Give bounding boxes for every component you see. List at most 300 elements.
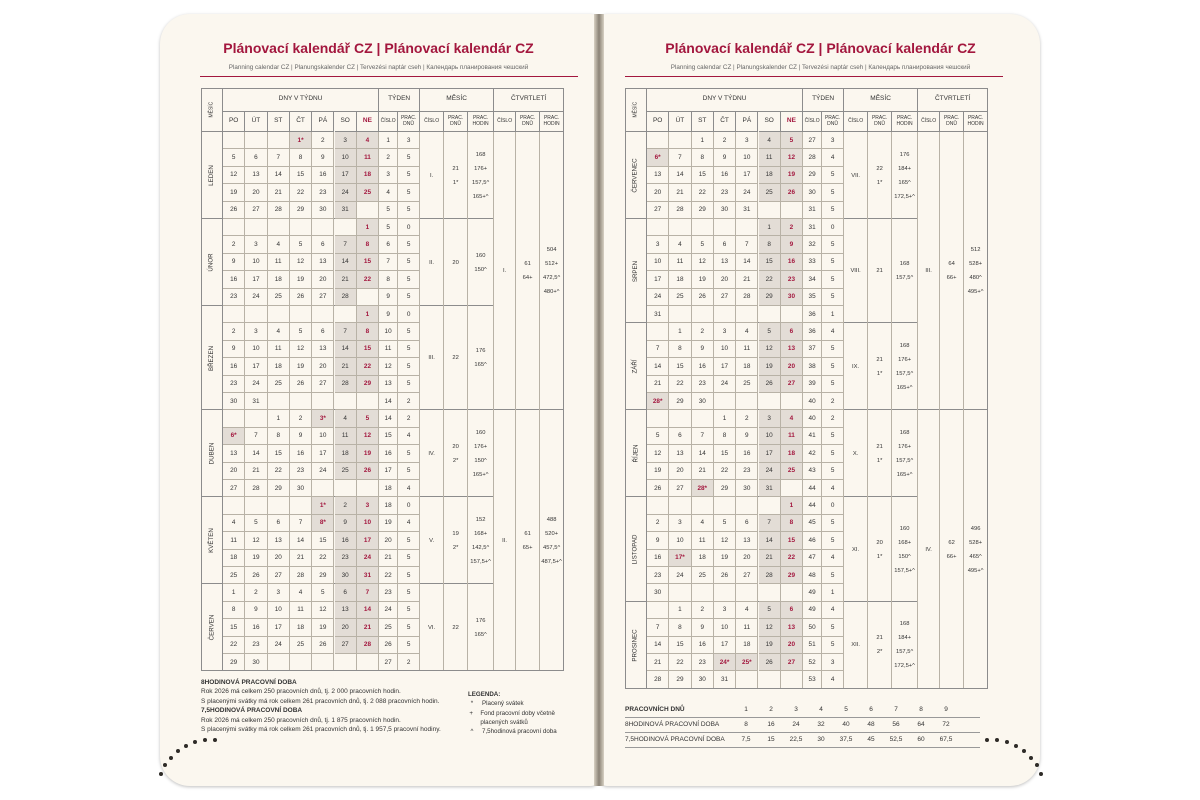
day-cell: 16	[647, 550, 669, 567]
day-cell: 8	[357, 236, 379, 253]
day-cell	[736, 219, 758, 236]
week-workdays: 3	[398, 132, 420, 149]
day-cell: 10	[714, 341, 736, 358]
month-workdays: 21 2*	[868, 602, 892, 689]
day-cell: 20	[268, 550, 290, 567]
day-cell: 9	[223, 254, 245, 271]
note-8h-line: Rok 2026 má celkem 250 pracovních dnů, tj. 2 000 pracovních hodin.	[201, 688, 401, 696]
day-cell: 8	[759, 236, 781, 253]
day-cell: 22	[268, 463, 290, 480]
day-cell: 11	[692, 532, 714, 549]
week-number: 44	[803, 497, 822, 514]
day-cell	[714, 219, 736, 236]
week-number: 40	[803, 393, 822, 410]
week-number: 53	[803, 671, 822, 688]
day-cell	[692, 497, 714, 514]
day-cell: 5	[759, 602, 781, 619]
month-workdays-header: PRAC. DNŮ	[868, 112, 892, 132]
week-number: 7	[379, 254, 398, 271]
day-cell: 11	[669, 254, 691, 271]
day-cell	[669, 132, 691, 149]
quarter-roman: I.	[494, 132, 516, 410]
day-cell: 22	[223, 637, 245, 654]
row-label: 8HODINOVÁ PRACOVNÍ DOBA	[625, 721, 720, 728]
day-cell: 29	[312, 567, 334, 584]
day-cell: 22	[312, 550, 334, 567]
day-cell: 16	[335, 532, 357, 549]
week-workdays: 5	[398, 323, 420, 340]
row-value: 52,5	[889, 736, 903, 743]
day-cell	[781, 480, 803, 497]
day-cell: 3	[714, 602, 736, 619]
month-name: LISTOPAD	[625, 497, 647, 601]
day-cell: 10	[357, 515, 379, 532]
week-number: 2	[379, 149, 398, 166]
day-cell: 29	[223, 654, 245, 671]
day-cell	[245, 132, 267, 149]
day-cell: 26	[759, 376, 781, 393]
day-cell: 20	[223, 463, 245, 480]
day-cell: 18	[669, 271, 691, 288]
day-cell: 12	[290, 341, 312, 358]
day-cell: 30	[335, 567, 357, 584]
month-hours: 168 184+ 157,5^ 172,5+^	[892, 602, 918, 689]
weekday-SO: SO	[335, 112, 357, 132]
planner-spread	[160, 14, 1040, 786]
day-cell: 3	[759, 410, 781, 427]
month-workdays: 20	[444, 219, 468, 306]
day-cell: 12	[245, 532, 267, 549]
legend-title: LEGENDA:	[468, 691, 501, 698]
week-workdays: 5	[822, 463, 844, 480]
week-workdays: 2	[398, 654, 420, 671]
day-cell: 27	[647, 202, 669, 219]
month-column-header: MĚSÍC	[625, 88, 647, 132]
month-hours-header: PRAC. HODIN	[892, 112, 918, 132]
page-title: Plánovací kalendář CZ | Plánovací kalendár CZ	[665, 40, 976, 56]
day-cell: 20	[312, 271, 334, 288]
month-name: ČERVEN	[201, 584, 223, 671]
day-cell: 22	[714, 463, 736, 480]
day-cell: 14	[647, 358, 669, 375]
weekday-ÚT: ÚT	[669, 112, 691, 132]
day-cell	[736, 497, 758, 514]
day-cell: 15	[781, 532, 803, 549]
day-cell	[335, 393, 357, 410]
day-cell	[647, 219, 669, 236]
week-workdays: 5	[822, 202, 844, 219]
day-cell	[335, 219, 357, 236]
day-cell: 19	[245, 550, 267, 567]
week-number: 36	[803, 323, 822, 340]
day-cell: 31	[736, 202, 758, 219]
week-workdays: 5	[822, 289, 844, 306]
week-number: 45	[803, 515, 822, 532]
week-number: 48	[803, 567, 822, 584]
day-cell: 21	[335, 358, 357, 375]
day-cell: 1	[268, 410, 290, 427]
day-cell: 17	[312, 445, 334, 462]
day-cell: 2	[312, 132, 334, 149]
day-cell: 18	[223, 550, 245, 567]
day-cell: 10	[268, 602, 290, 619]
day-cell: 10	[335, 149, 357, 166]
quarter-workdays-header: PRAC. DNŮ	[516, 112, 540, 132]
weekday-NE: NE	[781, 112, 803, 132]
week-workdays: 5	[398, 445, 420, 462]
week-number: 44	[803, 480, 822, 497]
day-cell: 20	[714, 271, 736, 288]
day-cell: 20	[335, 619, 357, 636]
week-workdays: 5	[398, 167, 420, 184]
day-cell: 28	[357, 637, 379, 654]
day-cell: 21	[357, 619, 379, 636]
day-cell: 1	[669, 323, 691, 340]
week-workdays: 1	[822, 584, 844, 601]
day-cell: 11	[223, 532, 245, 549]
week-number: 40	[803, 410, 822, 427]
month-roman: VIII.	[844, 219, 868, 323]
day-cell: 15	[312, 532, 334, 549]
day-cell: 18	[759, 167, 781, 184]
month-roman: XI.	[844, 497, 868, 601]
day-cell: 24	[647, 289, 669, 306]
week-workdays: 4	[822, 550, 844, 567]
day-cell: 4	[268, 236, 290, 253]
day-cell: 4	[335, 410, 357, 427]
day-cell: 25	[290, 637, 312, 654]
day-cell: 13	[223, 445, 245, 462]
day-cell	[357, 202, 379, 219]
week-workdays: 4	[398, 515, 420, 532]
day-cell: 28	[669, 202, 691, 219]
quarter-hours-header: PRAC. HODIN	[964, 112, 988, 132]
day-cell: 1	[781, 497, 803, 514]
day-cell: 18	[357, 167, 379, 184]
day-cell: 14	[759, 532, 781, 549]
day-cell: 4	[781, 410, 803, 427]
legend-item: + Fond pracovní doby včetně placených svátků	[469, 709, 555, 726]
day-cell: 7	[335, 323, 357, 340]
day-cell	[692, 410, 714, 427]
day-cell: 30	[312, 202, 334, 219]
week-workdays: 5	[398, 532, 420, 549]
day-cell: 16	[290, 445, 312, 462]
day-cell: 10	[647, 254, 669, 271]
day-cell: 26	[357, 463, 379, 480]
week-number: 4	[379, 184, 398, 201]
week-workdays: 0	[398, 497, 420, 514]
day-cell: 6	[781, 323, 803, 340]
ring-hole	[184, 744, 188, 748]
day-cell: 23	[290, 463, 312, 480]
day-cell: 23	[245, 637, 267, 654]
day-cell: 10	[312, 428, 334, 445]
day-cell: 17	[714, 358, 736, 375]
day-cell: 9	[223, 341, 245, 358]
week-number: 25	[379, 619, 398, 636]
quarter-hours: 512 528+ 480^ 495+^	[964, 132, 988, 410]
day-cell	[736, 671, 758, 688]
day-cell: 21	[335, 271, 357, 288]
month-hours: 168 176+ 157,5^ 165+^	[892, 410, 918, 497]
day-cell: 19	[759, 637, 781, 654]
day-cell	[335, 306, 357, 323]
day-cell	[245, 497, 267, 514]
quarter-hours: 488 520+ 457,5^ 487,5+^	[540, 410, 564, 671]
day-cell: 10	[245, 341, 267, 358]
day-cell: 15	[357, 254, 379, 271]
day-cell: 17	[268, 619, 290, 636]
day-cell: 18	[268, 358, 290, 375]
week-number: 20	[379, 532, 398, 549]
day-cell: 23	[692, 654, 714, 671]
month-name: PROSINEC	[625, 602, 647, 689]
day-cell: 2	[781, 219, 803, 236]
week-workdays: 0	[822, 219, 844, 236]
day-cell: 9	[736, 428, 758, 445]
month-hours: 176 165^	[468, 306, 494, 410]
month-name: KVĚTEN	[201, 497, 223, 584]
legend-item: ^ 7,5hodinová pracovní doba	[470, 728, 557, 736]
day-cell: 28*	[692, 480, 714, 497]
day-cell	[669, 219, 691, 236]
legend-item: * Placený svátek	[470, 700, 524, 708]
day-cell: 26	[692, 289, 714, 306]
day-cell: 31	[647, 306, 669, 323]
day-cell: 3	[714, 323, 736, 340]
week-workdays: 5	[822, 567, 844, 584]
month-name: ŘÍJEN	[625, 410, 647, 497]
day-cell: 7	[245, 428, 267, 445]
day-cell: 16	[223, 271, 245, 288]
day-cell: 13	[714, 254, 736, 271]
row-value: 2	[769, 706, 773, 713]
week-workdays: 5	[822, 167, 844, 184]
month-name: ÚNOR	[201, 219, 223, 306]
row-value: 9	[944, 706, 948, 713]
day-cell: 22	[357, 271, 379, 288]
day-cell: 18	[736, 358, 758, 375]
week-workdays: 5	[822, 236, 844, 253]
week-number: 51	[803, 637, 822, 654]
week-number: 5	[379, 219, 398, 236]
month-workdays-header: PRAC. DNŮ	[444, 112, 468, 132]
day-cell: 25*	[736, 654, 758, 671]
week-workdays: 5	[398, 236, 420, 253]
month-roman: XII.	[844, 602, 868, 689]
day-cell: 5	[759, 323, 781, 340]
row-value: 16	[767, 721, 775, 728]
month-workdays: 22	[444, 306, 468, 410]
day-cell: 31	[245, 393, 267, 410]
day-cell	[223, 132, 245, 149]
week-workdays: 0	[398, 219, 420, 236]
day-cell: 23	[736, 463, 758, 480]
ring-hole	[169, 756, 173, 760]
day-cell: 11	[290, 602, 312, 619]
day-cell	[290, 219, 312, 236]
month-hours: 176 184+ 165^ 172,5+^	[892, 132, 918, 219]
day-cell: 13	[268, 532, 290, 549]
day-cell: 6	[669, 428, 691, 445]
week-number: 36	[803, 306, 822, 323]
day-cell: 30	[736, 480, 758, 497]
day-cell: 3	[335, 132, 357, 149]
ring-hole	[213, 738, 217, 742]
day-cell	[245, 306, 267, 323]
week-number: 27	[803, 132, 822, 149]
week-workdays: 5	[822, 376, 844, 393]
day-cell	[312, 393, 334, 410]
day-cell: 11	[335, 428, 357, 445]
weekday-ST: ST	[692, 112, 714, 132]
month-name: ČERVENEC	[625, 132, 647, 219]
note-75h-line: Rok 2026 má celkem 250 pracovních dnů, tj. 1 875 pracovních hodin.	[201, 716, 401, 724]
day-cell: 6	[312, 323, 334, 340]
day-cell: 25	[759, 184, 781, 201]
row-label: 7,5HODINOVÁ PRACOVNÍ DOBA	[625, 736, 725, 743]
week-number: 30	[803, 184, 822, 201]
week-number: 17	[379, 463, 398, 480]
day-cell	[669, 497, 691, 514]
weekday-PÁ: PÁ	[312, 112, 334, 132]
day-cell: 11	[357, 149, 379, 166]
day-cell	[759, 671, 781, 688]
day-cell	[736, 306, 758, 323]
day-cell: 5	[647, 428, 669, 445]
day-cell	[223, 410, 245, 427]
week-number: 16	[379, 445, 398, 462]
day-cell: 31	[335, 202, 357, 219]
day-cell: 8	[781, 515, 803, 532]
day-cell	[714, 306, 736, 323]
week-workdays: 5	[398, 567, 420, 584]
week-workdays: 5	[398, 463, 420, 480]
day-cell: 29	[759, 289, 781, 306]
day-cell: 9	[692, 341, 714, 358]
week-workdays-header: PRAC. DNŮ	[398, 112, 420, 132]
day-cell: 21	[692, 463, 714, 480]
day-cell: 29	[357, 376, 379, 393]
day-cell: 28*	[647, 393, 669, 410]
day-cell: 21	[647, 654, 669, 671]
day-cell: 21	[759, 550, 781, 567]
day-cell: 20	[669, 463, 691, 480]
weekday-NE: NE	[357, 112, 379, 132]
day-cell	[647, 497, 669, 514]
day-cell: 4	[357, 132, 379, 149]
day-cell	[714, 393, 736, 410]
day-cell: 6*	[647, 149, 669, 166]
day-cell: 29	[290, 202, 312, 219]
day-cell: 21	[290, 550, 312, 567]
day-cell: 19	[312, 619, 334, 636]
day-cell: 30	[692, 671, 714, 688]
day-cell: 31	[714, 671, 736, 688]
day-cell	[759, 306, 781, 323]
day-cell: 1	[714, 410, 736, 427]
weekday-PO: PO	[223, 112, 245, 132]
day-cell	[357, 393, 379, 410]
day-cell: 13	[669, 445, 691, 462]
week-workdays: 5	[398, 619, 420, 636]
week-workdays: 5	[398, 184, 420, 201]
day-cell: 16	[245, 619, 267, 636]
title-rule	[200, 76, 578, 77]
day-cell: 1	[223, 584, 245, 601]
day-cell: 16	[312, 167, 334, 184]
day-cell: 7	[759, 515, 781, 532]
ring-hole	[1005, 740, 1009, 744]
week-workdays: 2	[398, 393, 420, 410]
day-cell	[357, 654, 379, 671]
day-cell: 24	[357, 550, 379, 567]
day-cell: 3	[245, 323, 267, 340]
title-rule	[625, 76, 1003, 77]
day-cell: 11	[736, 619, 758, 636]
day-cell: 17	[647, 271, 669, 288]
day-cell: 27	[335, 637, 357, 654]
day-cell: 26	[781, 184, 803, 201]
month-workdays: 22	[444, 584, 468, 671]
book-spine	[594, 14, 604, 786]
day-cell: 13	[781, 341, 803, 358]
row-value: 48	[867, 721, 875, 728]
day-cell	[312, 219, 334, 236]
day-cell: 6	[312, 236, 334, 253]
day-cell: 8	[290, 149, 312, 166]
day-cell	[223, 219, 245, 236]
day-cell: 18	[692, 550, 714, 567]
day-cell: 22	[669, 654, 691, 671]
day-cell: 25	[692, 567, 714, 584]
week-number: 9	[379, 289, 398, 306]
day-cell: 19	[290, 358, 312, 375]
day-cell	[268, 497, 290, 514]
week-number: 49	[803, 584, 822, 601]
day-cell	[759, 497, 781, 514]
day-cell: 31	[759, 480, 781, 497]
day-cell	[692, 219, 714, 236]
day-cell	[268, 132, 290, 149]
day-cell: 15	[268, 445, 290, 462]
month-roman: II.	[420, 219, 444, 306]
quarter-roman: II.	[494, 410, 516, 671]
week-workdays: 5	[398, 202, 420, 219]
week-workdays: 4	[822, 671, 844, 688]
week-number: 1	[379, 132, 398, 149]
day-cell: 17	[759, 445, 781, 462]
weekday-ST: ST	[268, 112, 290, 132]
day-cell: 9	[312, 149, 334, 166]
month-hours: 160 176+ 150^ 165+^	[468, 410, 494, 497]
day-cell: 22	[692, 184, 714, 201]
day-cell: 30	[781, 289, 803, 306]
day-cell: 20	[312, 358, 334, 375]
month-column-header: MĚSÍC	[201, 88, 223, 132]
day-cell: 8*	[312, 515, 334, 532]
day-cell: 29	[669, 393, 691, 410]
day-cell: 12	[714, 532, 736, 549]
day-cell: 2	[692, 323, 714, 340]
quarter-header: ČTVRTLETÍ	[918, 88, 988, 112]
week-number: 23	[379, 584, 398, 601]
day-cell: 5	[714, 515, 736, 532]
day-cell: 9	[290, 428, 312, 445]
day-cell: 30	[290, 480, 312, 497]
week-workdays: 5	[398, 376, 420, 393]
